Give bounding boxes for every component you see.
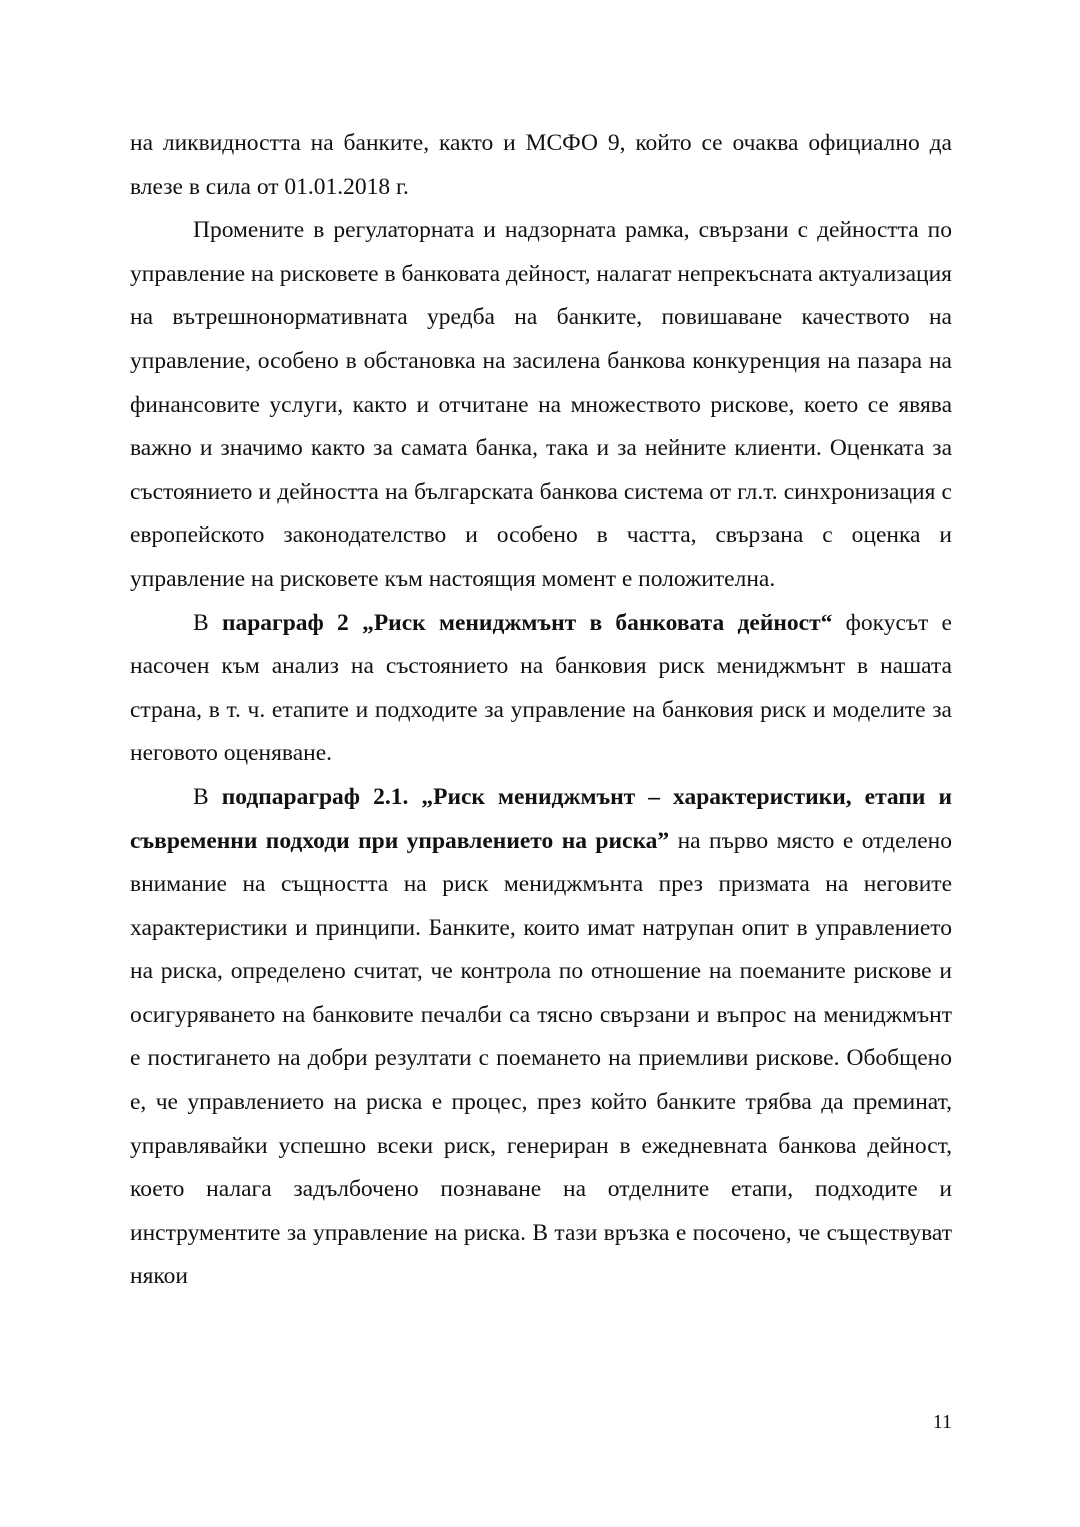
text-run: В xyxy=(193,783,222,810)
text-run: фокусът е насочен към анализ на състоянието на банковия риск мениджмънт в нашата страна, в т. ч. етапите и подходите за управление на банковия риск и моделите за неговото оценяване. xyxy=(130,609,952,767)
paragraph-regulatory-changes xyxy=(130,209,952,601)
text-run: Промените в регулаторната и надзорната рамка, свързани с дейността по управление на рисковете в банковата дейност, налагат непрекъсната актуализация на вътрешнонормативната уредба на банките, повишаване качеството на управление, особено в обстановка на засилена банкова конкуренция на пазара на финансовите услуги, както и отчитане на множеството рискове, което се явява важно и значимо както за самата банка, така и за нейните клиенти. Оценката за състоянието и дейността на българската банкова система от гл.т. синхронизация с европейското законодателство и особено в частта, свързана с оценка и управление на рисковете към настоящия момент е положителна. xyxy=(130,217,952,592)
text-run: на първо място е отделено внимание на същността на риск мениджмънта през призмата на неговите характеристики и принципи. Банките, които имат натрупан опит в управлението на риска, определено считат, че контрола по отношение на поеманите рискове и осигуряването на банковите печалби са тясно свързани и въпрос на мениджмънт е постигането на добри резултати с поемането на приемливи рискове. Обобщено е, че управлението на риска е процес, през който банките трябва да преминат, управлявайки успешно всеки риск, генериран в ежедневната банкова дейност, което налага задълбочено познаване на отделните етапи, подходите и инструментите за управление на риска. В тази връзка е посочено, че съществуват някои xyxy=(130,827,952,1290)
subsection-title-bold: подпараграф 2.1. „Риск мениджмънт – характеристики, етапи и съвременни подходи при управлението на риска” xyxy=(130,783,952,854)
text-run: В xyxy=(193,609,222,636)
paragraph-continuation xyxy=(130,122,952,209)
text-run: на ликвидността на банките, както и МСФО 9, който се очаква официално да влезе в сила от 01.01.2018 г. xyxy=(130,130,952,200)
paragraph-section-2 xyxy=(130,602,952,776)
paragraph-subsection-2-1 xyxy=(130,776,952,1299)
section-title-bold: параграф 2 „Риск мениджмънт в банковата дейност“ xyxy=(221,609,833,636)
page-number: 11 xyxy=(932,1411,952,1433)
body-text xyxy=(130,122,952,1299)
